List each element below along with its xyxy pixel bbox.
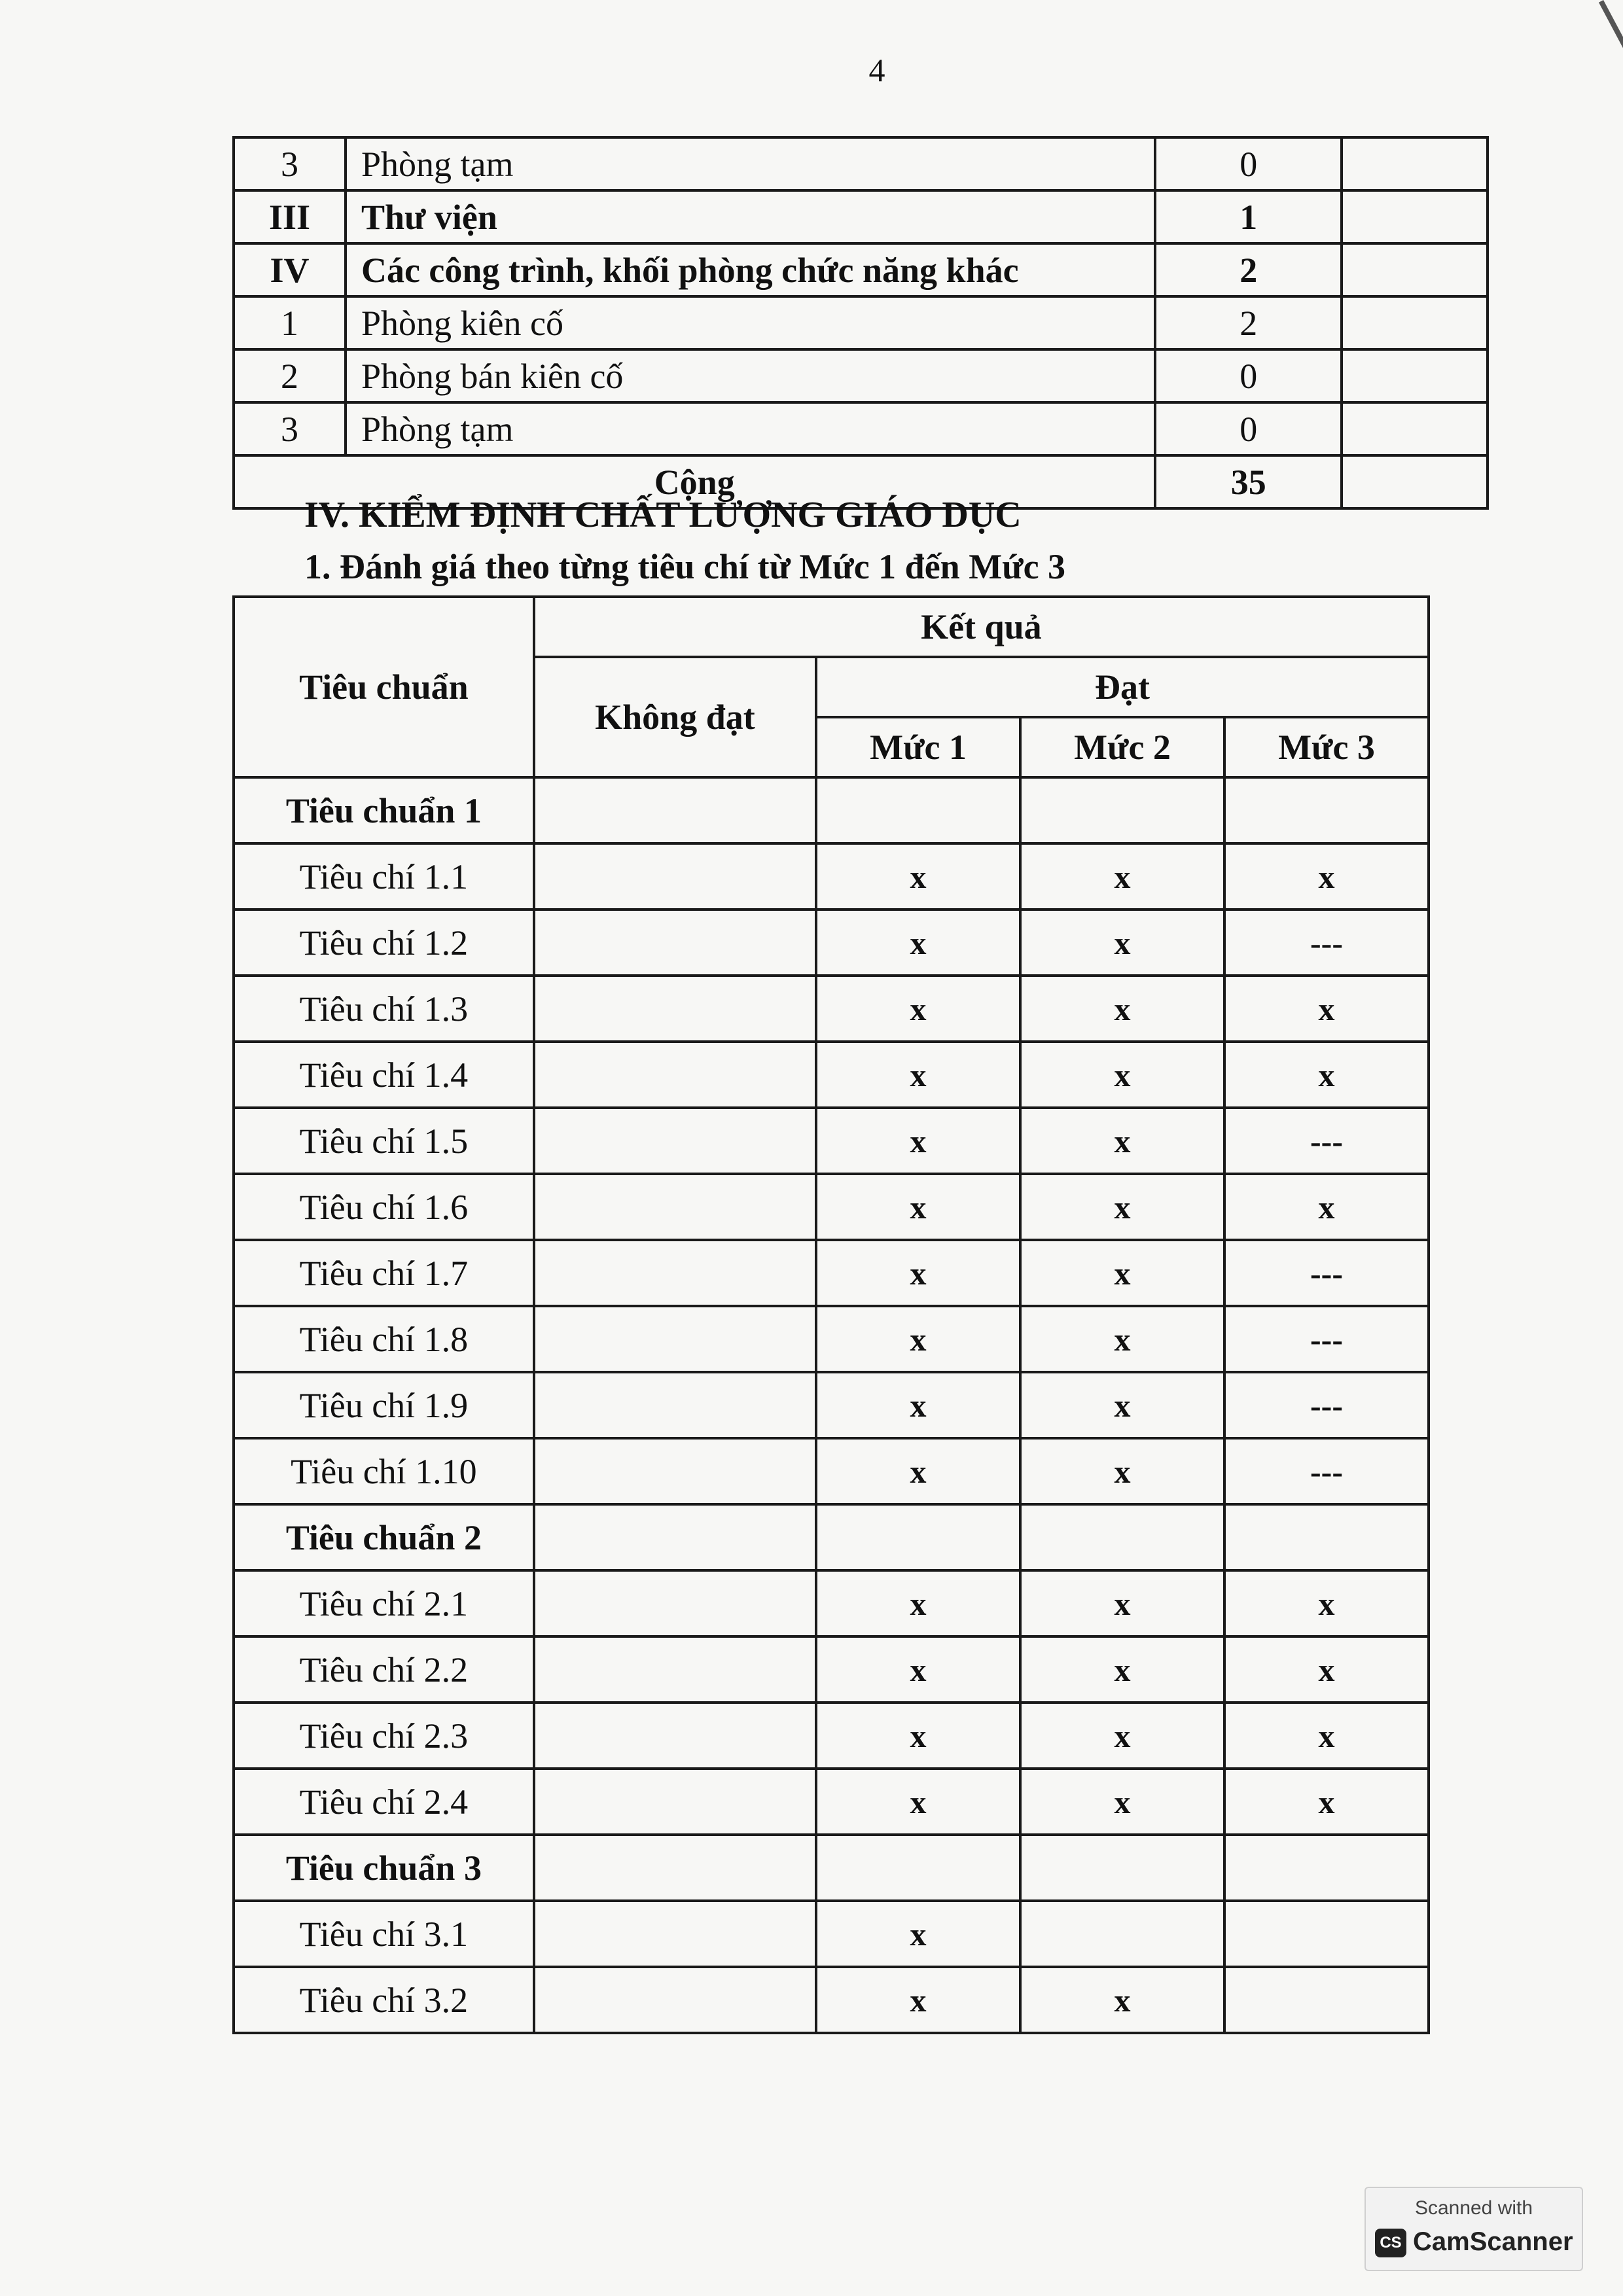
- level-2-cell: x: [1020, 1967, 1224, 2033]
- empty-cell: [1342, 349, 1488, 402]
- level-1-cell: [816, 1504, 1020, 1570]
- criterion-name: Tiêu chí 1.10: [234, 1438, 534, 1504]
- level-3-cell: x: [1224, 843, 1429, 910]
- level-1-cell: x: [816, 1174, 1020, 1240]
- criterion-row: [234, 1901, 1429, 1967]
- not-achieved-cell: [534, 1703, 816, 1769]
- criterion-name: Tiêu chí 1.7: [234, 1240, 534, 1306]
- level-1-cell: x: [816, 843, 1020, 910]
- rooms-summary-table: [232, 136, 1489, 510]
- level-2-cell: x: [1020, 976, 1224, 1042]
- level-1-cell: x: [816, 1901, 1020, 1967]
- level-3-cell: x: [1224, 1703, 1429, 1769]
- level-2-cell: x: [1020, 1769, 1224, 1835]
- standard-row: [234, 777, 1429, 843]
- row-number: 1: [234, 296, 346, 349]
- empty-cell: [1342, 243, 1488, 296]
- level-2-cell: x: [1020, 1636, 1224, 1703]
- level-2-cell: x: [1020, 1240, 1224, 1306]
- not-achieved-cell: [534, 1174, 816, 1240]
- level-2-cell: x: [1020, 843, 1224, 910]
- row-number: IV: [234, 243, 346, 296]
- not-achieved-cell: [534, 1835, 816, 1901]
- standard-row: [234, 1504, 1429, 1570]
- criterion-name: Tiêu chí 3.1: [234, 1901, 534, 1967]
- header-criterion: Tiêu chuẩn: [234, 597, 534, 777]
- criterion-name: Tiêu chí 1.4: [234, 1042, 534, 1108]
- criterion-row: [234, 1570, 1429, 1636]
- level-1-cell: x: [816, 1438, 1020, 1504]
- level-2-cell: x: [1020, 1174, 1224, 1240]
- level-1-cell: x: [816, 1042, 1020, 1108]
- standard-row: [234, 1835, 1429, 1901]
- not-achieved-cell: [534, 1570, 816, 1636]
- level-2-cell: x: [1020, 1703, 1224, 1769]
- criterion-row: [234, 1108, 1429, 1174]
- not-achieved-cell: [534, 1240, 816, 1306]
- total-value: 35: [1155, 455, 1342, 508]
- criterion-name: Tiêu chí 2.4: [234, 1769, 534, 1835]
- level-3-cell: ---: [1224, 1372, 1429, 1438]
- total-label: Cộng: [234, 455, 1155, 508]
- level-2-cell: x: [1020, 1372, 1224, 1438]
- camscanner-badge: [1364, 2187, 1583, 2271]
- level-3-cell: ---: [1224, 1240, 1429, 1306]
- level-2-cell: [1020, 1504, 1224, 1570]
- row-number: 3: [234, 402, 346, 455]
- rooms-row: [234, 190, 1488, 243]
- row-number: III: [234, 190, 346, 243]
- level-3-cell: ---: [1224, 1306, 1429, 1372]
- criterion-name: Tiêu chí 2.2: [234, 1636, 534, 1703]
- row-value: 0: [1155, 402, 1342, 455]
- not-achieved-cell: [534, 910, 816, 976]
- level-2-cell: x: [1020, 1108, 1224, 1174]
- level-3-cell: x: [1224, 1769, 1429, 1835]
- level-1-cell: x: [816, 910, 1020, 976]
- level-1-cell: [816, 777, 1020, 843]
- empty-cell: [1342, 402, 1488, 455]
- evaluation-table-body: [234, 777, 1429, 2033]
- level-2-cell: x: [1020, 1306, 1224, 1372]
- criterion-row: [234, 1769, 1429, 1835]
- not-achieved-cell: [534, 1372, 816, 1438]
- level-3-cell: x: [1224, 1174, 1429, 1240]
- level-3-cell: x: [1224, 1636, 1429, 1703]
- criterion-name: Tiêu chí 3.2: [234, 1967, 534, 2033]
- header-level-3: Mức 3: [1224, 717, 1429, 777]
- level-3-cell: x: [1224, 1570, 1429, 1636]
- rooms-row: [234, 137, 1488, 190]
- level-3-cell: [1224, 1835, 1429, 1901]
- page-number: 4: [868, 52, 885, 88]
- criterion-name: Tiêu chí 1.1: [234, 843, 534, 910]
- standard-name: Tiêu chuẩn 3: [234, 1835, 534, 1901]
- row-name: Phòng kiên cố: [346, 296, 1155, 349]
- row-name: Phòng bán kiên cố: [346, 349, 1155, 402]
- not-achieved-cell: [534, 777, 816, 843]
- criterion-name: Tiêu chí 1.2: [234, 910, 534, 976]
- level-1-cell: [816, 1835, 1020, 1901]
- level-1-cell: x: [816, 1703, 1020, 1769]
- scanner-brand: CamScanner: [1413, 2227, 1573, 2256]
- row-value: 0: [1155, 349, 1342, 402]
- criterion-row: [234, 1967, 1429, 2033]
- row-name: Thư viện: [346, 190, 1155, 243]
- header-achieved: Đạt: [816, 657, 1429, 717]
- row-number: 3: [234, 137, 346, 190]
- sub-heading: 1. Đánh giá theo từng tiêu chí từ Mức 1 đến Mức 3: [304, 547, 1066, 586]
- level-1-cell: x: [816, 976, 1020, 1042]
- not-achieved-cell: [534, 1901, 816, 1967]
- row-value: 1: [1155, 190, 1342, 243]
- level-2-cell: [1020, 1901, 1224, 1967]
- level-2-cell: x: [1020, 1438, 1224, 1504]
- criterion-row: [234, 1306, 1429, 1372]
- rooms-row: [234, 402, 1488, 455]
- not-achieved-cell: [534, 1438, 816, 1504]
- level-1-cell: x: [816, 1372, 1020, 1438]
- level-1-cell: x: [816, 1967, 1020, 2033]
- row-value: 0: [1155, 137, 1342, 190]
- row-value: 2: [1155, 296, 1342, 349]
- rooms-table-body: [234, 137, 1488, 508]
- criterion-row: [234, 1636, 1429, 1703]
- scanner-caption: Scanned with: [1414, 2197, 1533, 2219]
- level-2-cell: [1020, 777, 1224, 843]
- header-level-1: Mức 1: [816, 717, 1020, 777]
- header-level-2: Mức 2: [1020, 717, 1224, 777]
- standard-name: Tiêu chuẩn 1: [234, 777, 534, 843]
- level-2-cell: x: [1020, 1570, 1224, 1636]
- scan-edge-shadow: [1599, 0, 1623, 274]
- criterion-row: [234, 1174, 1429, 1240]
- camscanner-logo-icon: CS: [1375, 2229, 1406, 2257]
- criterion-name: Tiêu chí 1.9: [234, 1372, 534, 1438]
- level-1-cell: x: [816, 1240, 1020, 1306]
- criterion-row: [234, 976, 1429, 1042]
- not-achieved-cell: [534, 1306, 816, 1372]
- header-result: Kết quả: [534, 597, 1429, 657]
- level-3-cell: [1224, 1901, 1429, 1967]
- empty-cell: [1342, 455, 1488, 508]
- rooms-row: [234, 349, 1488, 402]
- row-number: 2: [234, 349, 346, 402]
- empty-cell: [1342, 190, 1488, 243]
- row-name: Phòng tạm: [346, 137, 1155, 190]
- criterion-name: Tiêu chí 2.3: [234, 1703, 534, 1769]
- not-achieved-cell: [534, 843, 816, 910]
- criterion-row: [234, 1438, 1429, 1504]
- level-2-cell: x: [1020, 910, 1224, 976]
- header-row-1: [234, 597, 1429, 657]
- rooms-row: [234, 243, 1488, 296]
- standard-name: Tiêu chuẩn 2: [234, 1504, 534, 1570]
- row-name: Các công trình, khối phòng chức năng khác: [346, 243, 1155, 296]
- level-1-cell: x: [816, 1306, 1020, 1372]
- evaluation-table: [232, 595, 1430, 2034]
- criterion-name: Tiêu chí 1.6: [234, 1174, 534, 1240]
- level-3-cell: [1224, 1967, 1429, 2033]
- not-achieved-cell: [534, 1042, 816, 1108]
- not-achieved-cell: [534, 976, 816, 1042]
- level-3-cell: [1224, 1504, 1429, 1570]
- level-3-cell: x: [1224, 1042, 1429, 1108]
- criterion-row: [234, 1042, 1429, 1108]
- criterion-name: Tiêu chí 1.3: [234, 976, 534, 1042]
- header-not-achieved: Không đạt: [534, 657, 816, 777]
- level-3-cell: ---: [1224, 1438, 1429, 1504]
- not-achieved-cell: [534, 1636, 816, 1703]
- level-2-cell: x: [1020, 1042, 1224, 1108]
- level-3-cell: ---: [1224, 1108, 1429, 1174]
- criterion-row: [234, 1372, 1429, 1438]
- criterion-row: [234, 1240, 1429, 1306]
- row-name: Phòng tạm: [346, 402, 1155, 455]
- level-3-cell: ---: [1224, 910, 1429, 976]
- empty-cell: [1342, 137, 1488, 190]
- not-achieved-cell: [534, 1967, 816, 2033]
- not-achieved-cell: [534, 1504, 816, 1570]
- not-achieved-cell: [534, 1769, 816, 1835]
- level-1-cell: x: [816, 1108, 1020, 1174]
- empty-cell: [1342, 296, 1488, 349]
- rooms-row: [234, 296, 1488, 349]
- criterion-row: [234, 910, 1429, 976]
- criterion-name: Tiêu chí 1.8: [234, 1306, 534, 1372]
- level-1-cell: x: [816, 1570, 1020, 1636]
- section-heading: IV. KIỂM ĐỊNH CHẤT LƯỢNG GIÁO DỤC: [304, 495, 1022, 535]
- criterion-name: Tiêu chí 2.1: [234, 1570, 534, 1636]
- level-2-cell: [1020, 1835, 1224, 1901]
- criterion-row: [234, 843, 1429, 910]
- not-achieved-cell: [534, 1108, 816, 1174]
- row-value: 2: [1155, 243, 1342, 296]
- criterion-row: [234, 1703, 1429, 1769]
- level-3-cell: x: [1224, 976, 1429, 1042]
- level-3-cell: [1224, 777, 1429, 843]
- level-1-cell: x: [816, 1636, 1020, 1703]
- level-1-cell: x: [816, 1769, 1020, 1835]
- criterion-name: Tiêu chí 1.5: [234, 1108, 534, 1174]
